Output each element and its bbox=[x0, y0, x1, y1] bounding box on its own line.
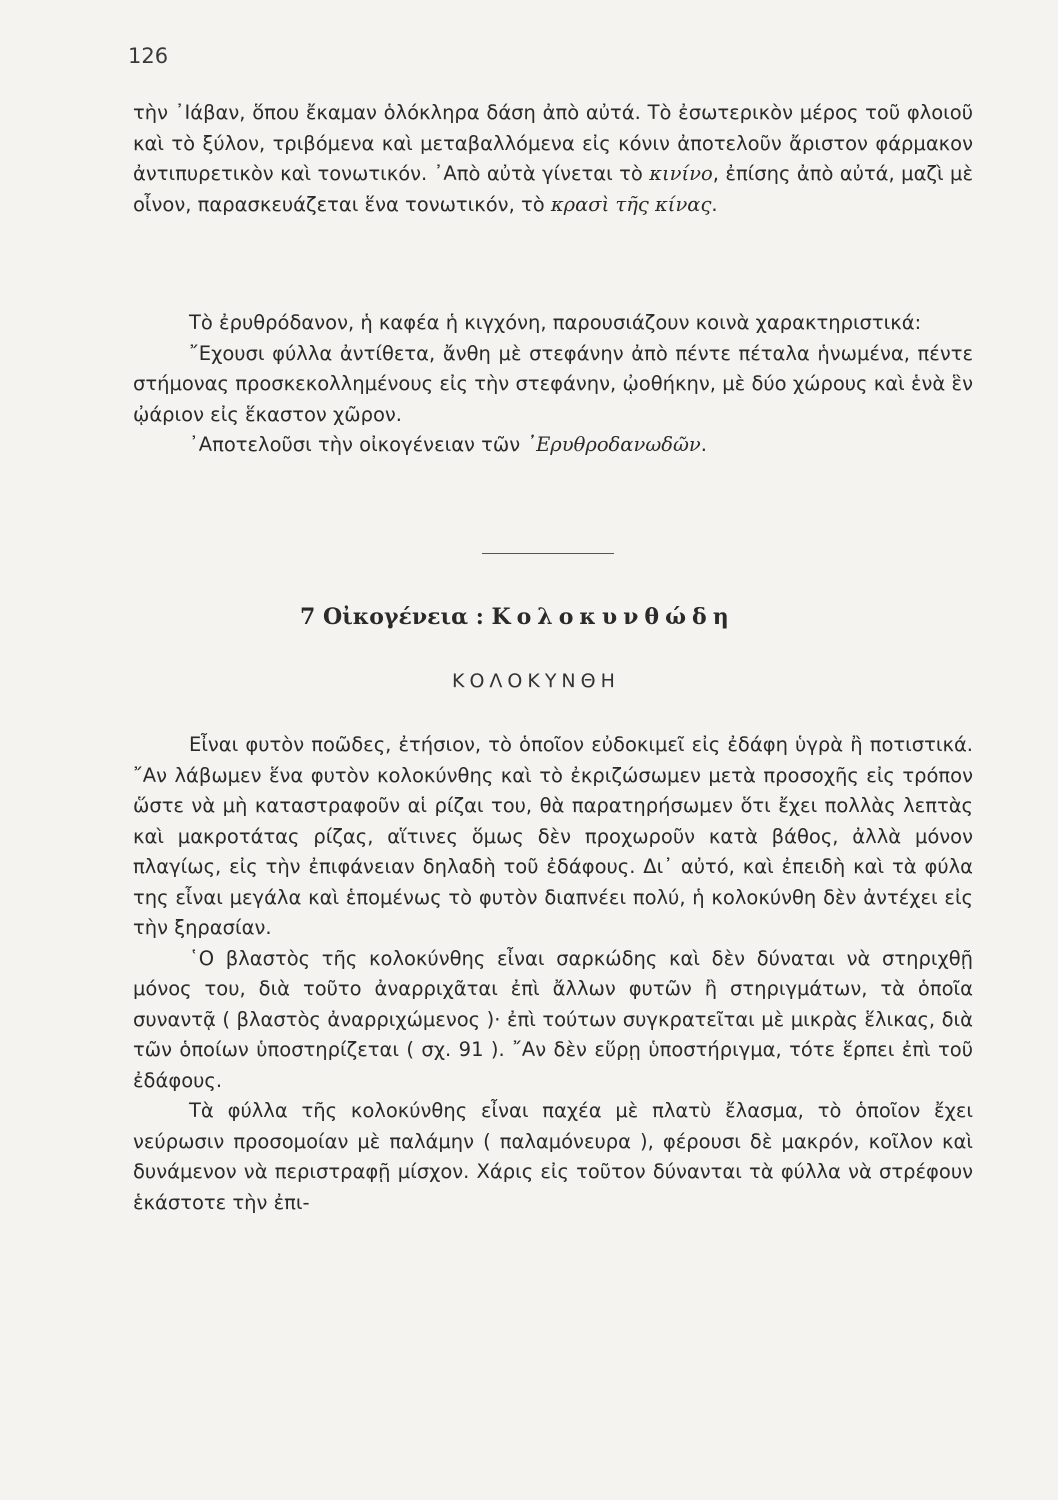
intro-paragraph-block bbox=[133, 98, 973, 220]
intro-text-1: τὴν ᾿Ιάβαν, ὅπου ἔκαμαν ὁλόκληρα δάση ἀπὸ αὐτά. Τὸ ἐσωτερικὸν μέρος τοῦ φλοιοῦ καὶ τὸ ξύλον, τριβόμενα καὶ μεταβαλλόμενα εἰς κόνιν ἀποτελοῦν ἄριστον φάρμακον ἀντιπυρετικὸν καὶ τονωτικόν. ᾿Απὸ αὐτὰ γίνεται τὸ bbox=[133, 101, 973, 185]
description-paragraph-1: Εἶναι φυτὸν ποῶδες, ἐτήσιον, τὸ ὁποῖον εὐδοκιμεῖ εἰς ἐδάφη ὑγρὰ ἢ ποτιστικά. ῎Αν λάβωμεν ἕνα φυτὸν κολοκύνθης καὶ τὸ ἐκριζώσωμεν μετὰ προσοχῆς εἰς τρόπον ὥστε νὰ μὴ καταστραφοῦν αἱ ρίζαι του, θὰ παρατηρήσωμεν ὅτι ἔχει πολλὰς λεπτὰς καὶ μακροτάτας ρίζας, αἵτινες ὅμως δὲν προχωροῦν κατὰ βάθος, ἀλλὰ μόνον πλαγίως, εἰς τὴν ἐπιφάνειαν δηλαδὴ τοῦ ἐδάφους. Δι᾿ αὐτό, καὶ ἐπειδὴ καὶ τὰ φύλα της εἶναι μεγάλα καὶ ἑπομένως τὸ φυτὸν διαπνέει πολύ, ἡ κολοκύνθη δὲν ἀντέχει εἰς τὴν ξηρασίαν. bbox=[133, 733, 973, 939]
description-paragraph-3: Τὰ φύλλα τῆς κολοκύνθης εἶναι παχέα μὲ πλατὺ ἔλασμα, τὸ ὁποῖον ἔχει νεύρωσιν προσομοίαν μὲ παλάμην ( παλαμόνευρα ), φέρουσι δὲ μακρόν, κοῖλον καὶ δυνάμενον νὰ περιστραφῇ μίσχον. Χάρις εἰς τοῦτον δύνανται τὰ φύλλα νὰ στρέφουν ἑκάστοτε τὴν ἐπι- bbox=[133, 1099, 973, 1214]
characteristics-block bbox=[133, 308, 973, 461]
family-statement-end: . bbox=[700, 433, 707, 456]
family-statement-lead: ᾿Αποτελοῦσι τὴν οἰκογένειαν τῶν bbox=[189, 433, 527, 456]
family-heading-name: Κολοκυνθώδη bbox=[491, 604, 735, 630]
family-heading bbox=[300, 604, 735, 630]
intro-text-3: . bbox=[711, 192, 718, 216]
characteristics-intro: Τὸ ἐρυθρόδανον, ἡ καφέα ἡ κιγχόνη, παρουσιάζουν κοινὰ χαρακτηριστικά: bbox=[189, 311, 922, 334]
family-name-italic: ᾿Ερυθροδανωδῶν bbox=[526, 433, 701, 456]
page-number: 126 bbox=[128, 44, 169, 68]
term-krasi: κρασὶ τῆς κίνας bbox=[550, 192, 712, 216]
family-statement bbox=[133, 430, 973, 461]
intro-paragraph bbox=[133, 98, 973, 220]
plant-description-block bbox=[133, 730, 973, 1218]
plant-title: ΚΟΛΟΚΥΝΘΗ bbox=[452, 670, 620, 692]
characteristics-list: ῎Εχουσι φύλλα ἀντίθετα, ἄνθη μὲ στεφάνην ἀπὸ πέντε πέταλα ἡνωμένα, πέντε στήμονας προσκεκολλημένους εἰς τὴν στεφάνην, ᾠοθήκην, μὲ δύο χώρους καὶ ἑνὰ ἓν ᾠάριον εἰς ἕκαστον χῶρον. bbox=[133, 341, 973, 426]
family-heading-prefix: 7 Οἰκογένεια : bbox=[300, 604, 492, 630]
section-divider bbox=[482, 553, 614, 554]
description-paragraph-2: ῾Ο βλαστὸς τῆς κολοκύνθης εἶναι σαρκώδης καὶ δὲν δύναται νὰ στηριχθῇ μόνος του, διὰ τοῦτο ἀναρριχᾶται ἐπὶ ἄλλων φυτῶν ἢ στηριγμάτων, τὰ ὁποῖα συναντᾷ ( βλαστὸς ἀναρριχώμενος )· ἐπὶ τούτων συγκρατεῖται μὲ μικρὰς ἕλικας, διὰ τῶν ὁποίων ὑποστηρίζεται ( σχ. 91 ). ῎Αν δὲν εὕρῃ ὑποστήριγμα, τότε ἕρπει ἐπὶ τοῦ ἐδάφους. bbox=[133, 946, 973, 1092]
term-kinino: κινίνο bbox=[649, 162, 713, 185]
intro-text-2: , ἐπίσης ἀπὸ αὐτά, μαζὶ μὲ οἶνον, παρασκευάζεται ἕνα τονωτικόν, τὸ bbox=[133, 162, 973, 216]
